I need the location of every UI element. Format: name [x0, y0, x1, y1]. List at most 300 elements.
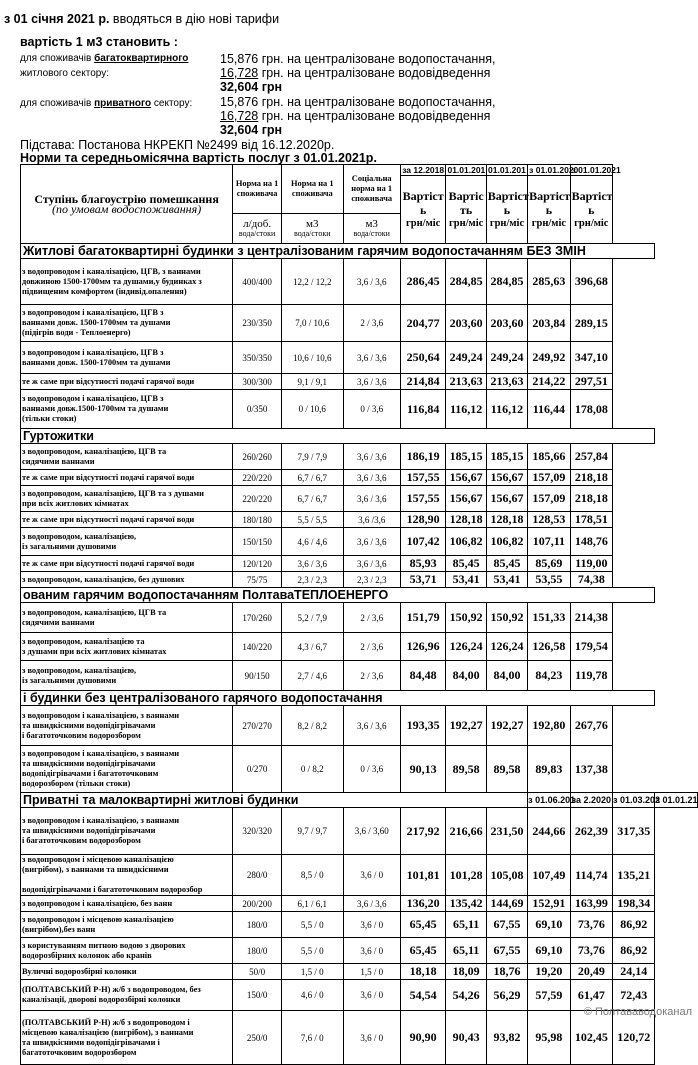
- intro-date: з 01 січня 2021 р.: [4, 12, 110, 26]
- cost-value: 152,91: [528, 896, 570, 912]
- table-row: [21, 855, 698, 896]
- norm-liters: 180/0: [233, 938, 282, 964]
- cost-value: 120,72: [613, 1011, 655, 1065]
- cost-value: 185,66: [528, 444, 570, 470]
- norm-m3: 8,5 / 0: [282, 855, 344, 896]
- social-norm: 2 / 3,6: [343, 633, 400, 661]
- norm-m3: 6,1 / 6,1: [282, 896, 344, 912]
- norm-m3: 9,1 / 9,1: [282, 374, 344, 390]
- blank-cell: [655, 588, 698, 603]
- private-total: 32,604 грн: [220, 123, 283, 137]
- norm-m3: 0 / 8,2: [282, 746, 344, 793]
- cost-value: 53,41: [446, 572, 486, 588]
- norm-m3: 4,3 / 6,7: [282, 633, 344, 661]
- row-description: те ж саме при відсутності подачі гарячої води: [21, 556, 233, 572]
- cost-value: 204,77: [400, 305, 446, 342]
- norm-liters: 220/220: [233, 486, 282, 512]
- table-row: [21, 808, 698, 855]
- norm-liters: 90/150: [233, 661, 282, 691]
- unit-cell-3: м3 вода/стоки: [343, 214, 400, 244]
- norm-liters: 400/400: [233, 259, 282, 305]
- section-dormitories: [21, 429, 698, 444]
- blank-cell: [613, 259, 655, 305]
- cost-value: 151,79: [400, 603, 446, 633]
- norm-m3: 2,3 / 2,3: [282, 572, 344, 588]
- cost-value: 156,67: [486, 486, 527, 512]
- cost-header-4: Вартіст ь грн/міс: [570, 176, 612, 244]
- cost-value: 90,13: [400, 746, 446, 793]
- row-description: з водопроводом, каналізацією, із загальними душовими: [21, 661, 233, 691]
- cost-value: 126,24: [486, 633, 527, 661]
- cost-value: 150,92: [486, 603, 527, 633]
- date-header-2: 01.01.201: [488, 165, 526, 175]
- cost-value: 65,45: [400, 938, 446, 964]
- social-header: Соціальна норма на 1 споживача: [343, 165, 400, 214]
- cost-value: 267,76: [570, 706, 612, 746]
- blank-cell: [613, 603, 655, 633]
- private-date-header: з 01.06.201: [528, 793, 570, 808]
- private-date-header: за 2.2020: [570, 793, 612, 808]
- cost-value: 262,39: [570, 808, 612, 855]
- norm-m3: 5,2 / 7,9: [282, 603, 344, 633]
- multi-sector-label-2: житлового сектору:: [20, 68, 109, 79]
- social-norm: 3,6 / 3,6: [343, 470, 400, 486]
- blank-cell: [613, 661, 655, 691]
- social-norm: 3,6 / 3,60: [343, 808, 400, 855]
- cost-value: 73,76: [570, 912, 612, 938]
- cost-value: 69,10: [528, 938, 570, 964]
- norm-m3: 7,6 / 0: [282, 1011, 344, 1065]
- cost-value: 126,24: [446, 633, 486, 661]
- social-norm: 3,6 / 3,6: [343, 374, 400, 390]
- table-row: [21, 746, 698, 793]
- cost-value: 163,99: [570, 896, 612, 912]
- cost-value: 213,63: [486, 374, 527, 390]
- basis-text: Підстава: Постанова НКРЕКП №2499 від 16.12.2020р.: [20, 138, 335, 152]
- section-no-hot-water-title: і будинки без централізованого гарячого водопостачання: [21, 691, 655, 706]
- cost-value: 107,49: [528, 855, 570, 896]
- norm-liters: 0/350: [233, 390, 282, 429]
- cost-value: 54,54: [400, 980, 446, 1011]
- cost-value: 137,38: [570, 746, 612, 793]
- row-description: з користуванням питною водою з дворових водорозбірних колонок або кранів: [21, 938, 233, 964]
- cost-value: 65,45: [400, 912, 446, 938]
- social-norm: 2,3 / 2,3: [343, 572, 400, 588]
- blank-cell: [613, 746, 655, 793]
- social-norm: 3,6 / 3,6: [343, 896, 400, 912]
- norm1-header: Норма на 1 споживача: [233, 165, 282, 214]
- cost-value: 257,84: [570, 444, 612, 470]
- cost-header-1: Вартіс ть грн/міс: [446, 176, 486, 244]
- row-description: з водопроводом, каналізацією, без душових: [21, 572, 233, 588]
- cost-value: 114,74: [570, 855, 612, 896]
- row-description: (ПОЛТАВСЬКИЙ Р-Н) ж/б з водопроводом і місцевою каналізацією (вигрібом), з ваннами та швидкісними водопідігрівачами і багатоточковим водорозбором: [21, 1011, 233, 1065]
- norm-m3: 10,6 / 10,6: [282, 342, 344, 374]
- private-sector-label: для споживачів приватного сектору:: [20, 98, 193, 109]
- cost-value: 128,18: [486, 512, 527, 528]
- norm-m3: 5,5 / 0: [282, 938, 344, 964]
- cost-value: 186,19: [400, 444, 446, 470]
- row-description: з водопроводом і каналізацією, ЦГВ, з ваннами довжиною 1500-1700мм та душами,у будинках з підвищеним комфортом (індивід.опалення): [21, 259, 233, 305]
- table-row: [21, 572, 698, 588]
- table-row: [21, 556, 698, 572]
- norm-liters: 180/180: [233, 512, 282, 528]
- cost-value: 214,22: [528, 374, 570, 390]
- cost-value: 126,58: [528, 633, 570, 661]
- cost-value: 289,15: [570, 305, 612, 342]
- social-norm: 3,6 / 0: [343, 1011, 400, 1065]
- cost-value: 136,20: [400, 896, 446, 912]
- norm-liters: 220/220: [233, 470, 282, 486]
- cost-value: 18,09: [446, 964, 486, 980]
- cost-value: 69,10: [528, 912, 570, 938]
- cost-value: 24,14: [613, 964, 655, 980]
- multi-sewer-price: 16,728 грн. на централізоване водовідведення: [220, 66, 491, 80]
- norm-m3: 3,6 / 3,6: [282, 556, 344, 572]
- price-heading: вартість 1 м3 становить :: [20, 35, 178, 49]
- norm-m3: 6,7 / 6,7: [282, 486, 344, 512]
- cost-value: 157,09: [528, 470, 570, 486]
- cost-value: 18,18: [400, 964, 446, 980]
- date-header-1: 01.01.201: [447, 165, 486, 175]
- social-norm: 0 / 3,6: [343, 390, 400, 429]
- cost-value: 67,55: [486, 912, 527, 938]
- cost-value: 218,18: [570, 486, 612, 512]
- cost-value: 203,60: [446, 305, 486, 342]
- row-description: з водопроводом, каналізацією, ЦГВ та з душами при всіх житлових кімнатах: [21, 486, 233, 512]
- cost-value: 61,47: [570, 980, 612, 1011]
- row-description: з водопроводом і каналізацією, ЦГВ з ваннами довж. 1500-1700мм та душами: [21, 342, 233, 374]
- cost-value: 90,90: [400, 1011, 446, 1065]
- row-description: те ж саме при відсутності подачі гарячої води: [21, 512, 233, 528]
- social-norm: 3,6 / 3,6: [343, 486, 400, 512]
- table-row: [21, 706, 698, 746]
- cost-value: 216,66: [446, 808, 486, 855]
- row-description: те ж саме при відсутності подачі гарячої води: [21, 470, 233, 486]
- blank-cell: [613, 486, 655, 512]
- table-row: [21, 1011, 698, 1065]
- cost-value: 135,42: [446, 896, 486, 912]
- table-row: [21, 896, 698, 912]
- social-norm: 3,6 / 3,6: [343, 342, 400, 374]
- cost-value: 192,80: [528, 706, 570, 746]
- cost-value: 106,82: [486, 528, 527, 556]
- cost-value: 53,71: [400, 572, 446, 588]
- norm-liters: 200/200: [233, 896, 282, 912]
- table-row: [21, 259, 698, 305]
- cost-value: 116,84: [400, 390, 446, 429]
- cost-value: 192,27: [486, 706, 527, 746]
- cost-value: 193,35: [400, 706, 446, 746]
- cost-value: 65,11: [446, 938, 486, 964]
- section-private-houses-title: Приватні та малоквартирні житлові будинки: [21, 793, 528, 808]
- cost-value: 231,50: [486, 808, 527, 855]
- cost-value: 84,23: [528, 661, 570, 691]
- norm-liters: 170/260: [233, 603, 282, 633]
- cost-value: 53,41: [486, 572, 527, 588]
- norm-liters: 50/0: [233, 964, 282, 980]
- cost-value: 90,43: [446, 1011, 486, 1065]
- norm-liters: 150/150: [233, 528, 282, 556]
- row-description: з водопроводом, каналізацією, із загальними душовими: [21, 528, 233, 556]
- norm-liters: 250/0: [233, 1011, 282, 1065]
- table-row: [21, 470, 698, 486]
- cost-value: 73,76: [570, 938, 612, 964]
- cost-value: 65,11: [446, 912, 486, 938]
- social-norm: 2 / 3,6: [343, 305, 400, 342]
- table-row: [21, 512, 698, 528]
- cost-value: 86,92: [613, 938, 655, 964]
- norm-m3: 7,9 / 7,9: [282, 444, 344, 470]
- cost-value: 203,84: [528, 305, 570, 342]
- blank-cell: [613, 165, 655, 244]
- blank-cell: [613, 512, 655, 528]
- cost-value: 84,48: [400, 661, 446, 691]
- tariff-intro: [4, 12, 279, 26]
- private-date-header: з 01.01.21: [655, 793, 698, 808]
- cost-value: 156,67: [486, 470, 527, 486]
- cost-header-3: Вартіст ь грн/міс: [528, 176, 570, 244]
- cost-value: 116,12: [446, 390, 486, 429]
- section-teploenergo-title: ованим гарячим водопостачанням ПолтаваТЕПЛОЕНЕРГО: [21, 588, 655, 603]
- cost-value: 119,00: [570, 556, 612, 572]
- table-row: [21, 633, 698, 661]
- cost-value: 116,12: [486, 390, 527, 429]
- social-norm: 3,6 / 0: [343, 938, 400, 964]
- cost-value: 56,29: [486, 980, 527, 1011]
- multi-total: 32,604 грн: [220, 80, 283, 94]
- norm-m3: 4,6 / 4,6: [282, 528, 344, 556]
- cost-value: 105,08: [486, 855, 527, 896]
- cost-value: 57,59: [528, 980, 570, 1011]
- blank-cell: [613, 342, 655, 374]
- table-header-row-1: [21, 165, 698, 176]
- cost-value: 284,85: [486, 259, 527, 305]
- cost-value: 89,58: [446, 746, 486, 793]
- intro-rest: вводяться в дію нові тарифи: [109, 12, 280, 26]
- cost-value: 126,96: [400, 633, 446, 661]
- cost-value: 119,78: [570, 661, 612, 691]
- blank-cell: [613, 470, 655, 486]
- cost-value: 213,63: [446, 374, 486, 390]
- social-norm: 3,6 / 0: [343, 912, 400, 938]
- social-norm: 3,6 / 0: [343, 855, 400, 896]
- norm-m3: 12,2 / 12,2: [282, 259, 344, 305]
- social-norm: 3,6 /3,6: [343, 512, 400, 528]
- cost-value: 284,85: [446, 259, 486, 305]
- social-norm: 3,6 / 3,6: [343, 556, 400, 572]
- table-row: [21, 938, 698, 964]
- cost-value: 102,45: [570, 1011, 612, 1065]
- cost-value: 151,33: [528, 603, 570, 633]
- table-row: [21, 603, 698, 633]
- cost-value: 89,58: [486, 746, 527, 793]
- cost-value: 157,09: [528, 486, 570, 512]
- row-description: з водопроводом, каналізацією, ЦГВ та сидячими ваннами: [21, 444, 233, 470]
- blank-cell: [613, 374, 655, 390]
- cost-value: 198,34: [613, 896, 655, 912]
- cost-value: 101,81: [400, 855, 446, 896]
- social-norm: 3,6 / 3,6: [343, 259, 400, 305]
- norm2-header: Норма на 1 споживача: [282, 165, 344, 214]
- norm-liters: 350/350: [233, 342, 282, 374]
- cost-value: 93,82: [486, 1011, 527, 1065]
- cost-value: 250,64: [400, 342, 446, 374]
- norm-m3: 1,5 / 0: [282, 964, 344, 980]
- blank-cell: [655, 429, 698, 444]
- social-norm: 0 / 3,6: [343, 746, 400, 793]
- norm-liters: 150/0: [233, 980, 282, 1011]
- norm-m3: 5,5 / 0: [282, 912, 344, 938]
- cost-value: 347,10: [570, 342, 612, 374]
- blank-cell: [613, 305, 655, 342]
- cost-value: 156,67: [446, 486, 486, 512]
- norm-m3: 2,7 / 4,6: [282, 661, 344, 691]
- norm-m3: 5,5 / 5,5: [282, 512, 344, 528]
- private-sewer-price: 16,728 грн. на централізоване водовідведення: [220, 109, 491, 123]
- row-description: з водопроводом і каналізацією, з ваннами та швидкісними водопідігрівачами водопідігрівачами і багатоточковим водорозбором (тільки стоки): [21, 746, 233, 793]
- cost-value: 179,54: [570, 633, 612, 661]
- cost-value: 192,27: [446, 706, 486, 746]
- cost-value: 218,18: [570, 470, 612, 486]
- cost-value: 54,26: [446, 980, 486, 1011]
- date-header-4: з 01.01.2021: [571, 165, 621, 175]
- cost-value: 67,55: [486, 938, 527, 964]
- social-norm: 2 / 3,6: [343, 603, 400, 633]
- norm-liters: 280/0: [233, 855, 282, 896]
- cost-value: 19,20: [528, 964, 570, 980]
- table-row: [21, 964, 698, 980]
- cost-value: 285,63: [528, 259, 570, 305]
- cost-value: 72,43: [613, 980, 655, 1011]
- degree-header: Ступінь благоустрію помешкання (по умовам водоспоживання): [21, 165, 233, 244]
- cost-value: 116,44: [528, 390, 570, 429]
- norm-liters: 75/75: [233, 572, 282, 588]
- cost-value: 86,92: [613, 912, 655, 938]
- row-description: з водопроводом і місцевою каналізацією (вигрібом), з ваннами та швидкісними водопідігрівачами і багатоточковим водорозбор: [21, 855, 233, 896]
- cost-value: 107,11: [528, 528, 570, 556]
- blank-cell: [613, 390, 655, 429]
- norm-liters: 320/320: [233, 808, 282, 855]
- cost-value: 214,38: [570, 603, 612, 633]
- row-description: з водопроводом і каналізацією, без ванн: [21, 896, 233, 912]
- cost-value: 157,55: [400, 486, 446, 512]
- row-description: з водопроводом і каналізацією, ЦГВ з ваннами довж.1500-1700мм та душами (тільки стоки): [21, 390, 233, 429]
- cost-header-0: Вартіст ь грн/міс: [400, 176, 446, 244]
- table-row: [21, 528, 698, 556]
- norm-m3: 9,7 / 9,7: [282, 808, 344, 855]
- date-header-0: за 12.2018: [402, 165, 445, 175]
- norm-m3: 7,0 / 10,6: [282, 305, 344, 342]
- tariff-table: [20, 164, 698, 1065]
- cost-value: 85,45: [446, 556, 486, 572]
- social-norm: 3,6 / 3,6: [343, 444, 400, 470]
- blank-cell: [655, 691, 698, 706]
- cost-value: 244,66: [528, 808, 570, 855]
- cost-value: 128,53: [528, 512, 570, 528]
- row-description: те ж саме при відсутності подачі гарячої води: [21, 374, 233, 390]
- cost-value: 53,55: [528, 572, 570, 588]
- cost-value: 203,60: [486, 305, 527, 342]
- blank-cell: [613, 528, 655, 556]
- watermark: © Полтававодоканал: [583, 1006, 692, 1018]
- social-norm: 3,6 / 3,6: [343, 706, 400, 746]
- cost-value: 297,51: [570, 374, 612, 390]
- cost-value: 89,83: [528, 746, 570, 793]
- unit-cell-1: л/доб. вода/стоки: [233, 214, 282, 244]
- table-row: [21, 374, 698, 390]
- cost-value: 95,98: [528, 1011, 570, 1065]
- blank-cell: [613, 556, 655, 572]
- cost-value: 85,69: [528, 556, 570, 572]
- table-row: [21, 342, 698, 374]
- cost-value: 148,76: [570, 528, 612, 556]
- cost-value: 178,51: [570, 512, 612, 528]
- row-description: з водопроводом і каналізацією, з ваннами та швидкісними водопідігрівачами і багатоточковим водорозбором: [21, 706, 233, 746]
- norm-liters: 260/260: [233, 444, 282, 470]
- row-description: з водопроводом, каналізацією та з душами при всіх житлових кімнатах: [21, 633, 233, 661]
- cost-value: 178,08: [570, 390, 612, 429]
- date-header-3: з 01.01.2020: [529, 165, 579, 175]
- table-row: [21, 912, 698, 938]
- section-multi-apartment: [21, 244, 698, 259]
- cost-value: 101,28: [446, 855, 486, 896]
- row-description: Вуличні водорозбірні колонки: [21, 964, 233, 980]
- section-multi-apartment-title: Житлові багатоквартирні будинки з централізованим гарячим водопостачанням БЕЗ ЗМІН: [21, 244, 655, 259]
- private-date-header: з 01.03.202: [613, 793, 655, 808]
- row-description: (ПОЛТАВСЬКИЙ Р-Н) ж/б з водопроводом, без каналізації, дворові водорозбірні колонки: [21, 980, 233, 1011]
- social-norm: 3,6 / 0: [343, 980, 400, 1011]
- table-row: [21, 661, 698, 691]
- cost-value: 214,84: [400, 374, 446, 390]
- norm-m3: 8,2 / 8,2: [282, 706, 344, 746]
- cost-value: 249,92: [528, 342, 570, 374]
- section-dormitories-title: Гуртожитки: [21, 429, 655, 444]
- norm-liters: 230/350: [233, 305, 282, 342]
- cost-value: 249,24: [486, 342, 527, 374]
- norm-liters: 270/270: [233, 706, 282, 746]
- cost-value: 185,15: [486, 444, 527, 470]
- norm-liters: 140/220: [233, 633, 282, 661]
- row-description: з водопроводом і місцевою каналізацією (вигрібом),без ванн: [21, 912, 233, 938]
- blank-cell: [655, 244, 698, 259]
- table-row: [21, 305, 698, 342]
- cost-value: 144,69: [486, 896, 527, 912]
- section-teploenergo: [21, 588, 698, 603]
- cost-value: 18,76: [486, 964, 527, 980]
- row-description: з водопроводом і каналізацією, ЦГВ з ваннами довж. 1500-1700мм та душами (підігрів води - Теплоенерго): [21, 305, 233, 342]
- cost-value: 156,67: [446, 470, 486, 486]
- cost-value: 106,82: [446, 528, 486, 556]
- row-description: з водопроводом, каналізацією, ЦГВ та сидячими ваннами: [21, 603, 233, 633]
- cost-value: 85,93: [400, 556, 446, 572]
- private-water-price: 15,876 грн. на централізоване водопостачання,: [220, 95, 496, 109]
- social-norm: 1,5 / 0: [343, 964, 400, 980]
- norm-liters: 120/120: [233, 556, 282, 572]
- cost-value: 107,42: [400, 528, 446, 556]
- norm-liters: 0/270: [233, 746, 282, 793]
- row-description: з водопроводом і каналізацією, з ваннами та швидкісними водопідігрівачами і багатоточковим водорозбором: [21, 808, 233, 855]
- cost-value: 249,24: [446, 342, 486, 374]
- table-row: [21, 390, 698, 429]
- blank-cell: [613, 706, 655, 746]
- multi-sector-label: для споживачів багатоквартирного: [20, 53, 189, 64]
- cost-value: 85,45: [486, 556, 527, 572]
- blank-cell: [613, 633, 655, 661]
- norm-m3: 6,7 / 6,7: [282, 470, 344, 486]
- cost-value: 128,90: [400, 512, 446, 528]
- cost-value: 84,00: [446, 661, 486, 691]
